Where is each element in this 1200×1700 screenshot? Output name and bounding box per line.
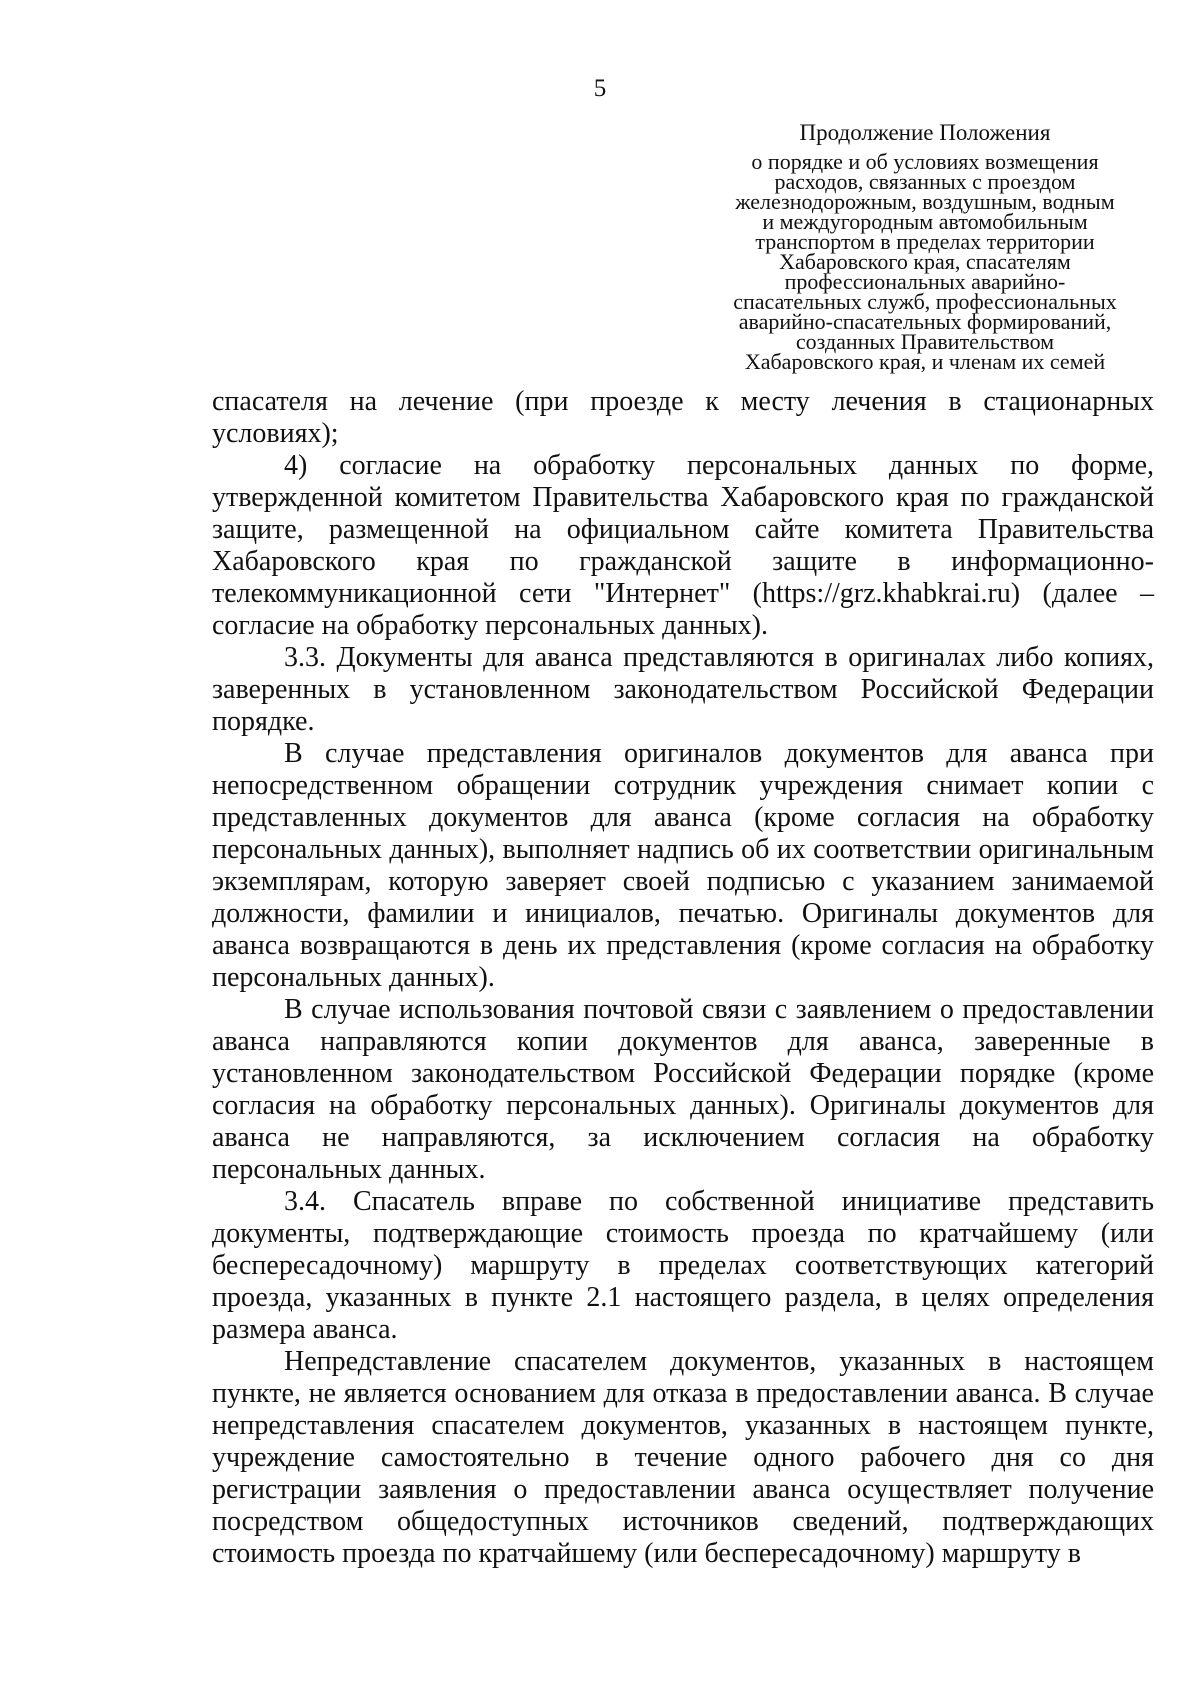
header-line: спасательных служб, профессиональных — [733, 289, 1117, 314]
header-line: аварийно-спасательных формирований, — [738, 309, 1112, 334]
header-line: Хабаровского края, и членам их семей — [744, 349, 1106, 374]
body-paragraph: Непредставление спасателем документов, указанных в настоящем пункте, не является основанием для отказа в предоставлении аванса. В случае непредставления спасателем документов, указанных в настоящем пункте, учреждение самостоятельно в течение одного рабочего дня со дня регистрации заявления о предоставлении аванса осуществляет получение посредством общедоступных источников сведений, подтверждающих стоимость проезда по кратчайшему (или беспересадочному) маршруту в — [212, 1346, 1154, 1569]
body-paragraph: 4) согласие на обработку персональных данных по форме, утвержденной комитетом Правительства Хабаровского края по гражданской защите, размещенной на официальном сайте комитета Правительства Хабаровского края по гражданской защите в информационно-телекоммуникационной сети "Интернет" (https://grz.khabkrai.ru) (далее – согласие на обработку персональных данных). — [212, 450, 1154, 641]
header-line: расходов, связанных с проездом — [774, 169, 1076, 194]
header-line: профессиональных аварийно- — [784, 269, 1066, 294]
header-line: железнодорожным, воздушным, водным — [735, 189, 1115, 214]
document-body — [212, 386, 1154, 1570]
header-title: Продолжение Положения — [799, 120, 1051, 145]
body-paragraph: 3.3. Документы для аванса представляются в оригиналах либо копиях, заверенных в установленном законодательством Российской Федерации порядке. — [212, 642, 1154, 737]
header-line: Хабаровского края, спасателям — [779, 249, 1071, 274]
document-header — [720, 120, 1130, 372]
header-line: транспортом в пределах территории — [755, 229, 1095, 254]
body-paragraph: В случае использования почтовой связи с заявлением о предоставлении аванса направляются копии документов для аванса, заверенные в установленном законодательством Российской Федерации порядке (кроме согласия на обработку персональных данных). Оригиналы документов для аванса не направляются, за исключением согласия на обработку персональных данных. — [212, 994, 1154, 1185]
header-line: о порядке и об условиях возмещения — [751, 149, 1099, 174]
header-line: и междугородным автомобильным — [762, 209, 1088, 234]
body-paragraph: 3.4. Спасатель вправе по собственной инициативе представить документы, подтверждающие стоимость проезда по кратчайшему (или беспересадочному) маршруту в пределах соответствующих категорий проезда, указанных в пункте 2.1 настоящего раздела, в целях определения размера аванса. — [212, 1186, 1154, 1345]
body-paragraph: В случае представления оригиналов документов для аванса при непосредственном обращении сотрудник учреждения снимает копии с представленных документов для аванса (кроме согласия на обработку персональных данных), выполняет надпись об их соответствии оригинальным экземплярам, которую заверяет своей подписью с указанием занимаемой должности, фамилии и инициалов, печатью. Оригиналы документов для аванса возвращаются в день их представления (кроме согласия на обработку персональных данных). — [212, 738, 1154, 993]
page-number: 5 — [593, 75, 607, 102]
body-paragraph: спасателя на лечение (при проезде к месту лечения в стационарных условиях); — [212, 386, 1154, 449]
header-line: созданных Правительством — [795, 329, 1055, 354]
